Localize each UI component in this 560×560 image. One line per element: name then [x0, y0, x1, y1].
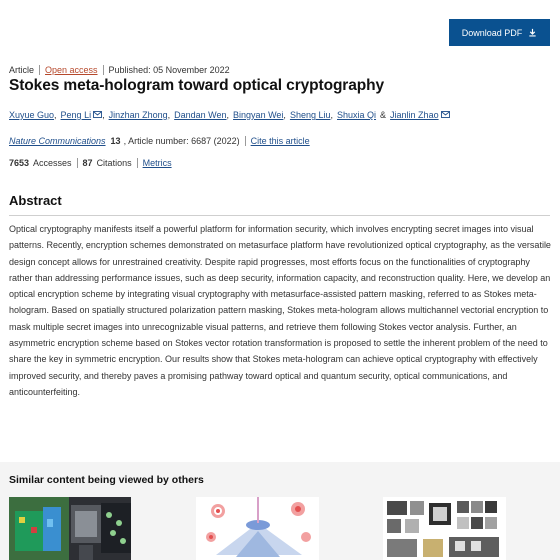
- similar-article-thumbnail[interactable]: [383, 497, 506, 560]
- author-link[interactable]: Dandan Wen: [174, 110, 227, 120]
- journal-volume: 13: [110, 136, 121, 146]
- author-separator: ,: [102, 110, 105, 120]
- accesses-count: 7653: [9, 158, 30, 168]
- author-list: [9, 110, 450, 120]
- author-separator: &: [380, 110, 387, 120]
- abstract-heading: Abstract: [9, 193, 62, 208]
- author-link[interactable]: Peng Li: [60, 110, 92, 120]
- metrics-link[interactable]: Metrics: [142, 158, 172, 168]
- mail-icon[interactable]: [93, 110, 102, 120]
- divider: [39, 65, 40, 75]
- open-access-link[interactable]: Open access: [45, 65, 98, 75]
- divider: [245, 136, 246, 146]
- published-date: Published: 05 November 2022: [108, 65, 230, 75]
- author-link[interactable]: Jianlin Zhao: [390, 110, 439, 120]
- author-link[interactable]: Jinzhan Zhong: [108, 110, 168, 120]
- author-link[interactable]: Bingyan Wei: [233, 110, 284, 120]
- similar-content-heading: Similar content being viewed by others: [9, 474, 204, 486]
- author-link[interactable]: Xuyue Guo: [9, 110, 55, 120]
- journal-info: [9, 136, 310, 146]
- divider: [137, 158, 138, 168]
- citations-label: Citations: [96, 158, 132, 168]
- similar-article-thumbnail[interactable]: [196, 497, 319, 560]
- abstract-text: Optical cryptography manifests itself a powerful platform for information security, which involves encrypting secret images into visual patterns. Recently, encryption schemes demonstrated on metasurface platform have revolutionized optical cryptography, as the versatile design concept allows for unrestrained creativity. Despite rapid progresses, most efforts focus on the functionalities of cryptography rather than addressing performance issues, such as deep security, information capacity, and reconstruction quality. Here, we develop an optical encryption scheme by integrating visual cryptography with metasurface-assisted pattern masking, referred to as Stokes meta-hologram. Based on spatially structured polarization pattern masking, Stokes meta-hologram allows multichannel vectorial encryption to mask multiple secret images into unrecognizable visual patterns, and retrieve them following Stokes vector analysis. Further, an asymmetric encryption scheme based on Stokes vector rotation transformation is proposed to settle the inherent problem of the need to share the key in symmetric encryption. Our results show that Stokes meta-hologram can achieve optical cryptography with effectively improved security, and thereby paves a promising pathway toward optical and quantum security, optical communications, and anticounterfeiting.: [9, 224, 551, 397]
- author-separator: ,: [330, 110, 333, 120]
- accesses-label: Accesses: [33, 158, 72, 168]
- mail-icon[interactable]: [441, 110, 450, 120]
- cite-this-article-link[interactable]: Cite this article: [250, 136, 310, 146]
- divider: [103, 65, 104, 75]
- article-number: , Article number: 6687 (2022): [123, 136, 240, 146]
- article-meta: [9, 65, 230, 75]
- author-separator: ,: [54, 110, 57, 120]
- citations-count: 87: [82, 158, 93, 168]
- download-pdf-label: Download PDF: [461, 27, 523, 38]
- download-icon: [528, 28, 537, 37]
- similar-article-image: [196, 497, 319, 560]
- author-link[interactable]: Sheng Liu: [289, 110, 331, 120]
- article-title: Stokes meta-hologram toward optical cryptography: [9, 77, 385, 94]
- article-type: Article: [9, 65, 35, 75]
- abstract-divider: [9, 215, 550, 216]
- author-separator: ,: [167, 110, 171, 120]
- author-separator: ,: [226, 110, 230, 120]
- divider: [77, 158, 78, 168]
- author-link[interactable]: Shuxia Qi: [337, 110, 377, 120]
- author-separator: ,: [283, 110, 286, 120]
- similar-article-image: [9, 497, 131, 560]
- article-metrics: [9, 158, 172, 168]
- similar-article-thumbnail[interactable]: [9, 497, 131, 560]
- journal-link[interactable]: Nature Communications: [9, 136, 106, 146]
- download-pdf-button[interactable]: [449, 19, 550, 46]
- similar-article-image: [383, 497, 506, 560]
